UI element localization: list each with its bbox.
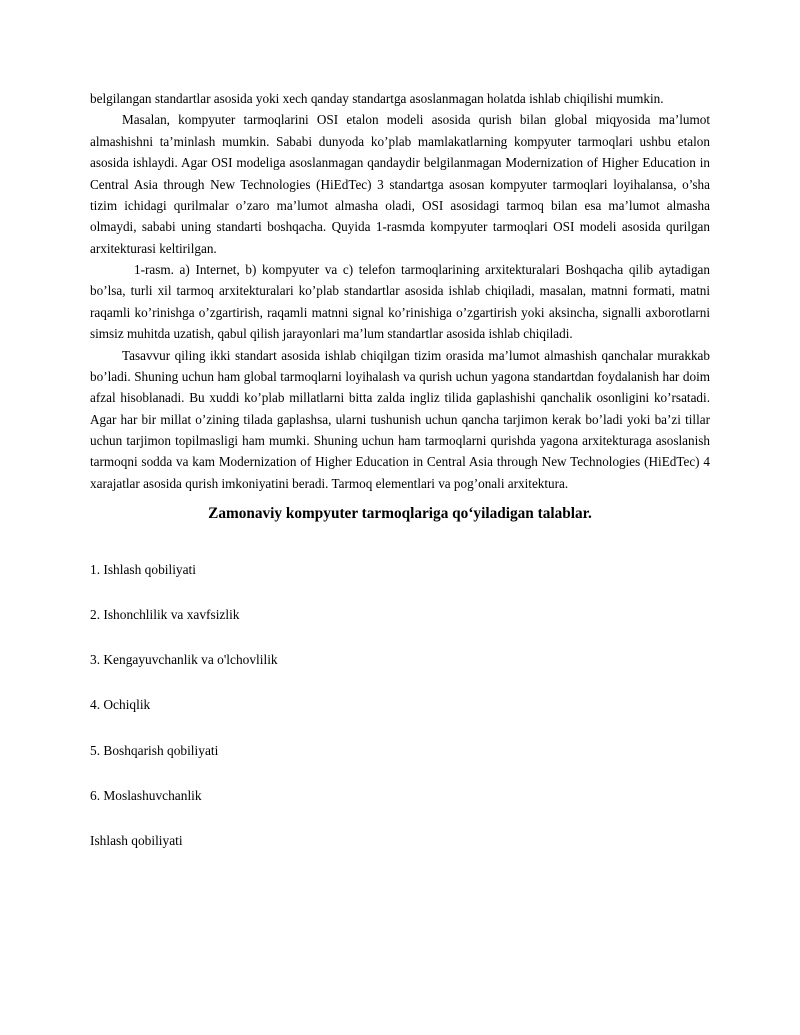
list-item: 1. Ishlash qobiliyati — [90, 562, 197, 578]
list-item: 2. Ishonchlilik va xavfsizlik — [90, 607, 240, 623]
section-heading: Zamonaviy kompyuter tarmoqlariga qo‘yiladigan talablar. — [208, 505, 592, 523]
trailing-text: Ishlash qobiliyati — [90, 832, 183, 848]
paragraph-3: 1-rasm. a) Internet, b) kompyuter va c) telefon tarmoqlarining arxitekturalari Boshqacha qilib aytadigan bo’lsa, turli xil tarmoq arxitekturalari ko’plab standartlar asosida ishlab chiqiladi, masalan, matnni formati, matni raqamli ko’rinishga o’zgartirish, raqamli matnni signal ko’rinishiga o’zgartirish yoki aksincha, signalli axborotlarni simsiz muhitda uzatish, qabul qilish jarayonlari ma’lum standartlar asosida ishlab chiqiladi. — [90, 262, 710, 342]
requirements-list — [90, 560, 710, 851]
list-item: 6. Moslashuvchanlik — [90, 787, 202, 803]
paragraph-1: belgilangan standartlar asosida yoki xech qanday standartga asoslanmagan holatda ishlab chiqilishi mumkin. — [90, 91, 664, 106]
list-item: 4. Ochiqlik — [90, 697, 151, 713]
document-body — [90, 88, 710, 494]
paragraph-4: Tasavvur qiling ikki standart asosida ishlab chiqilgan tizim orasida ma’lumot almashish qanchalar murakkab bo’ladi. Shuning uchun ham global tarmoqlarni loyihalash va qurish uchun yagona standartdan foydalanish har doim afzal hisoblanadi. Bu xuddi ko’plab millatlarni bitta zalda ingliz tilida gaplashishi qanchalik osonligini ko’rsatadi. Agar har bir millat o’zining tilada gaplashsa, ularni tushunish uchun qancha tarjimon kerak bo’ladi yoki ba’zi tillar uchun tarjimon topilmasligi ham mumki. Shuning uchun ham tarmoqlarni qurishda yagona arxitekturaga asoslanish tarmoqni sodda va kam Modernization of Higher Education in Central Asia through New Technologies (HiEdTec) 4 xarajatlar asosida qurish imkoniyatini beradi. Tarmoq elementlari va pog’onali arxitektura. — [90, 347, 710, 491]
list-item: 3. Kengayuvchanlik va o'lchovlilik — [90, 652, 278, 668]
list-item: 5. Boshqarish qobiliyati — [90, 742, 219, 758]
paragraph-2: Masalan, kompyuter tarmoqlarini OSI etalon modeli asosida qurish bilan global miqyosida ma’lumot almashishni ta’minlash mumkin. Sababi dunyoda ko’plab mamlakatlarning kompyuter tarmoqlari ushbu etalon asosida ishlaydi. Agar OSI modeliga asoslanmagan qandaydir belgilanmagan Modernization of Higher Education in Central Asia through New Technologies (HiEdTec) 3 standartga asosan kompyuter tarmoqlari loyihalansa, o’sha tizim ichidagi qurilmalar o’zaro ma’lumot almasha oladi, OSI asosidagi tarmoq bilan esa ma’lumot almasha olmaydi, sababi uning standarti boshqacha. Quyida 1-rasmda kompyuter tarmoqlari OSI modeli asosida qurilgan arxitekturasi keltirilgan. — [90, 112, 710, 256]
